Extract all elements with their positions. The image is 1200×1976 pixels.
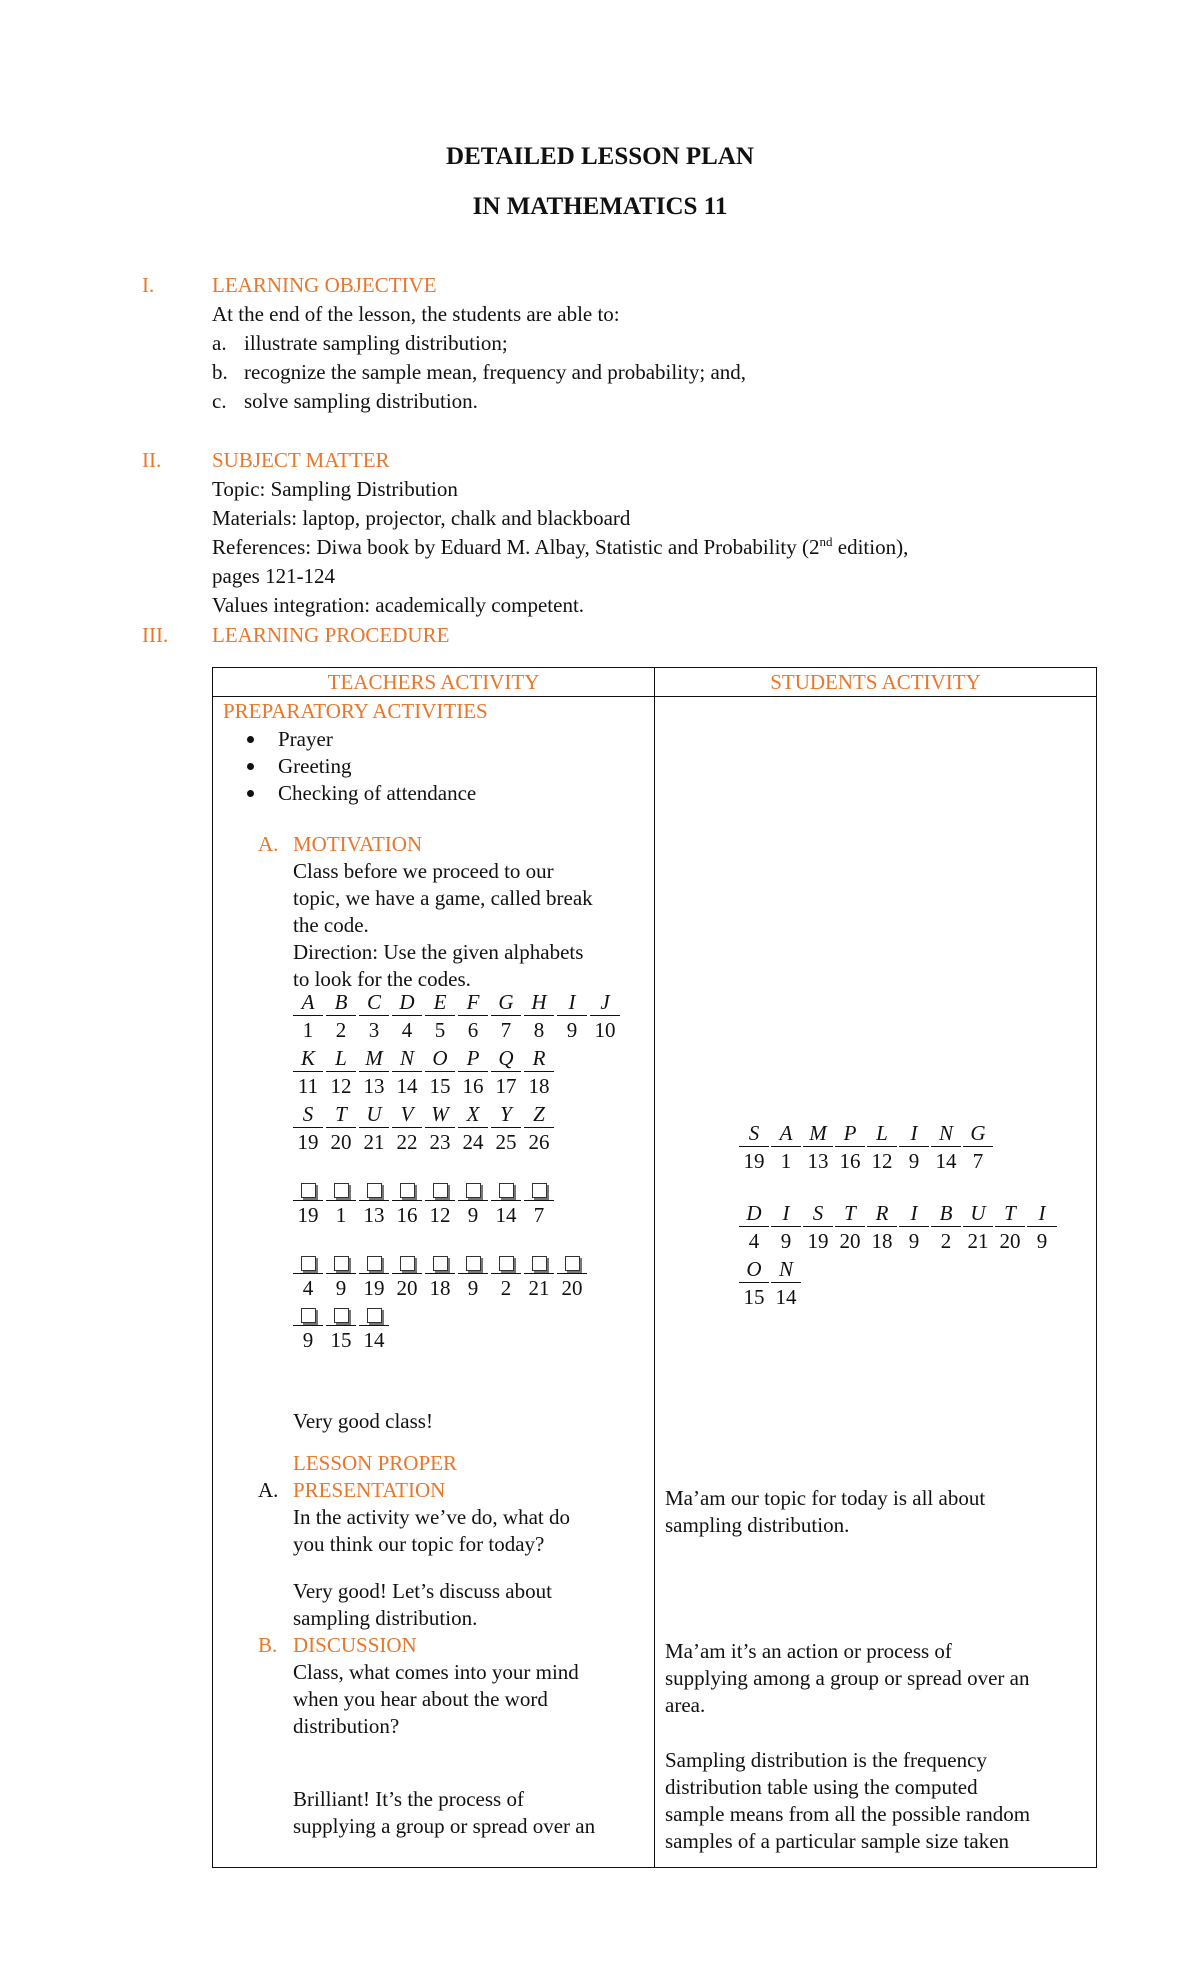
student-response: distribution table using the computed: [665, 1775, 978, 1799]
code-number: 20: [999, 1229, 1021, 1253]
objective-item: c. solve sampling distribution.: [212, 389, 478, 413]
code-number: 21: [528, 1276, 550, 1300]
code-number: 14: [363, 1328, 385, 1352]
code-letter: N: [392, 1045, 422, 1072]
code-number: 18: [528, 1074, 550, 1098]
code-number: 20: [330, 1130, 352, 1154]
students-activity-header: STUDENTS ACTIVITY: [655, 668, 1097, 697]
code-number: 7: [972, 1149, 984, 1173]
code-number: 12: [429, 1203, 451, 1227]
code-number: 6: [467, 1018, 479, 1042]
code-letter: H: [524, 989, 554, 1016]
blank-box-icon: [326, 1247, 356, 1274]
code-letter: I: [899, 1200, 929, 1227]
code-number: 1: [302, 1018, 314, 1042]
code-number: 14: [775, 1285, 797, 1309]
code-letter: M: [359, 1045, 389, 1072]
code-letter: X: [458, 1101, 488, 1128]
code-number: 10: [594, 1018, 616, 1042]
procedure-table: [212, 667, 1097, 1868]
code-letter: O: [425, 1045, 455, 1072]
section-number: I.: [142, 273, 155, 297]
code-number: 1: [780, 1149, 792, 1173]
blank-box-icon: [491, 1174, 521, 1201]
motivation-text: to look for the codes.: [293, 967, 471, 991]
teacher-text: Very good! Let’s discuss about: [293, 1579, 552, 1603]
student-response: Ma’am our topic for today is all about: [665, 1486, 986, 1510]
blank-box-icon: [458, 1247, 488, 1274]
code-number: 12: [330, 1074, 352, 1098]
teachers-activity-header: TEACHERS ACTIVITY: [213, 668, 655, 697]
code-letter: E: [425, 989, 455, 1016]
code-number: 12: [871, 1149, 893, 1173]
code-pair: [520, 1045, 558, 1100]
code-number: 19: [363, 1276, 385, 1300]
code-letter: B: [326, 989, 356, 1016]
code-pair: [520, 1101, 558, 1156]
code-number: 9: [467, 1203, 479, 1227]
code-letter: U: [963, 1200, 993, 1227]
code-letter: A: [771, 1120, 801, 1147]
subject-references: References: Diwa book by Eduard M. Albay, Statistic and Probability (2nd edition),: [212, 534, 909, 559]
praise-text: Very good class!: [293, 1409, 433, 1433]
code-letter: Z: [524, 1101, 554, 1128]
code-number: 15: [330, 1328, 352, 1352]
code-number: 9: [566, 1018, 578, 1042]
discussion-text: Class, what comes into your mind: [293, 1660, 579, 1684]
blank-box-icon: [524, 1174, 554, 1201]
doc-title-line2: IN MATHEMATICS 11: [472, 193, 728, 220]
code-number: 14: [396, 1074, 418, 1098]
code-letter: Q: [491, 1045, 521, 1072]
code-pair: [355, 1299, 393, 1354]
discussion-text: when you hear about the word: [293, 1687, 548, 1711]
blank-box-icon: [392, 1174, 422, 1201]
code-letter: D: [392, 989, 422, 1016]
motivation-text: the code.: [293, 913, 369, 937]
doc-title-line1: DETAILED LESSON PLAN: [446, 143, 754, 170]
code-number: 4: [748, 1229, 760, 1253]
lesson-proper-heading: LESSON PROPER: [293, 1451, 457, 1475]
code-number: 14: [495, 1203, 517, 1227]
code-letter: N: [931, 1120, 961, 1147]
code-number: 5: [434, 1018, 446, 1042]
code-letter: B: [931, 1200, 961, 1227]
code-number: 9: [1036, 1229, 1048, 1253]
blank-box-icon: [392, 1247, 422, 1274]
presentation-text: you think our topic for today?: [293, 1532, 545, 1556]
code-pair: [959, 1120, 997, 1175]
motivation-text: topic, we have a game, called break: [293, 886, 593, 910]
code-number: 26: [528, 1130, 550, 1154]
code-number: 9: [908, 1149, 920, 1173]
section-heading: LEARNING PROCEDURE: [212, 623, 450, 647]
code-number: 13: [807, 1149, 829, 1173]
code-pair: [1023, 1200, 1061, 1255]
blank-box-icon: [326, 1174, 356, 1201]
discussion-letter: B.: [258, 1633, 278, 1657]
code-number: 24: [462, 1130, 484, 1154]
code-number: 19: [807, 1229, 829, 1253]
code-number: 16: [462, 1074, 484, 1098]
code-number: 13: [363, 1074, 385, 1098]
objective-item: a. illustrate sampling distribution;: [212, 331, 508, 355]
code-letter: G: [491, 989, 521, 1016]
code-letter: I: [557, 989, 587, 1016]
code-letter: R: [867, 1200, 897, 1227]
code-letter: A: [293, 989, 323, 1016]
code-letter: N: [771, 1256, 801, 1283]
blank-box-icon: [293, 1299, 323, 1326]
code-letter: F: [458, 989, 488, 1016]
presentation-text: In the activity we’ve do, what do: [293, 1505, 570, 1529]
code-number: 13: [363, 1203, 385, 1227]
code-number: 20: [839, 1229, 861, 1253]
code-number: 18: [429, 1276, 451, 1300]
code-letter: L: [326, 1045, 356, 1072]
code-number: 23: [429, 1130, 451, 1154]
code-letter: Y: [491, 1101, 521, 1128]
code-number: 19: [297, 1130, 319, 1154]
code-number: 9: [302, 1328, 314, 1352]
student-response: supplying among a group or spread over an: [665, 1666, 1030, 1690]
code-number: 20: [561, 1276, 583, 1300]
code-pair: [520, 1174, 558, 1229]
code-letter: V: [392, 1101, 422, 1128]
code-number: 8: [533, 1018, 545, 1042]
student-response: area.: [665, 1693, 706, 1717]
code-letter: T: [835, 1200, 865, 1227]
blank-box-icon: [359, 1299, 389, 1326]
objective-item: b. recognize the sample mean, frequency and probability; and,: [212, 360, 747, 384]
code-letter: S: [739, 1120, 769, 1147]
code-number: 4: [401, 1018, 413, 1042]
code-letter: T: [995, 1200, 1025, 1227]
subject-topic: Topic: Sampling Distribution: [212, 477, 458, 501]
bullet-item: Checking of attendance: [247, 779, 476, 808]
code-letter: P: [835, 1120, 865, 1147]
blank-box-icon: [359, 1174, 389, 1201]
code-letter: S: [803, 1200, 833, 1227]
code-letter: J: [590, 989, 620, 1016]
blank-box-icon: [425, 1174, 455, 1201]
teacher-text: supplying a group or spread over an: [293, 1814, 596, 1838]
code-letter: I: [899, 1120, 929, 1147]
code-letter: W: [425, 1101, 455, 1128]
code-number: 2: [940, 1229, 952, 1253]
code-number: 19: [743, 1149, 765, 1173]
code-number: 7: [533, 1203, 545, 1227]
code-letter: T: [326, 1101, 356, 1128]
blank-box-icon: [293, 1174, 323, 1201]
code-pair: [767, 1256, 805, 1311]
code-letter: R: [524, 1045, 554, 1072]
motivation-letter: A.: [258, 832, 279, 856]
code-number: 18: [871, 1229, 893, 1253]
subject-pages: pages 121-124: [212, 564, 336, 588]
subject-values: Values integration: academically competent.: [212, 593, 585, 617]
bullet-item: Prayer: [247, 725, 333, 754]
code-number: 7: [500, 1018, 512, 1042]
code-pair: [586, 989, 624, 1044]
presentation-heading: PRESENTATION: [293, 1478, 446, 1502]
code-number: 3: [368, 1018, 380, 1042]
student-response: Sampling distribution is the frequency: [665, 1748, 987, 1772]
objective-intro: At the end of the lesson, the students are able to:: [212, 302, 620, 326]
code-number: 9: [780, 1229, 792, 1253]
teacher-column: [213, 697, 655, 1868]
blank-box-icon: [524, 1247, 554, 1274]
code-letter: O: [739, 1256, 769, 1283]
student-response: sampling distribution.: [665, 1513, 850, 1537]
blank-box-icon: [557, 1247, 587, 1274]
motivation-text: Class before we proceed to our: [293, 859, 554, 883]
discussion-heading: DISCUSSION: [293, 1633, 417, 1657]
subject-materials: Materials: laptop, projector, chalk and blackboard: [212, 506, 631, 530]
code-number: 4: [302, 1276, 314, 1300]
bullet-item: Greeting: [247, 752, 351, 781]
code-letter: G: [963, 1120, 993, 1147]
code-number: 19: [297, 1203, 319, 1227]
section-heading: LEARNING OBJECTIVE: [212, 273, 437, 297]
code-letter: D: [739, 1200, 769, 1227]
code-number: 2: [335, 1018, 347, 1042]
code-number: 9: [908, 1229, 920, 1253]
code-number: 22: [396, 1130, 418, 1154]
motivation-heading: MOTIVATION: [293, 832, 423, 856]
teacher-text: sampling distribution.: [293, 1606, 478, 1630]
section-number: II.: [142, 448, 162, 472]
code-number: 11: [297, 1074, 319, 1098]
presentation-letter: A.: [258, 1478, 279, 1502]
code-letter: I: [771, 1200, 801, 1227]
code-number: 16: [396, 1203, 418, 1227]
teacher-text: Brilliant! It’s the process of: [293, 1787, 524, 1811]
code-letter: C: [359, 989, 389, 1016]
section-number: III.: [142, 623, 169, 647]
student-response: sample means from all the possible random: [665, 1802, 1031, 1826]
blank-box-icon: [491, 1247, 521, 1274]
blank-box-icon: [293, 1247, 323, 1274]
student-response: samples of a particular sample size taken: [665, 1829, 1010, 1853]
blank-box-icon: [359, 1247, 389, 1274]
blank-box-icon: [425, 1247, 455, 1274]
discussion-text: distribution?: [293, 1714, 400, 1738]
code-number: 2: [500, 1276, 512, 1300]
code-number: 9: [335, 1276, 347, 1300]
code-number: 20: [396, 1276, 418, 1300]
code-number: 14: [935, 1149, 957, 1173]
code-number: 15: [743, 1285, 765, 1309]
code-number: 21: [967, 1229, 989, 1253]
code-number: 9: [467, 1276, 479, 1300]
code-number: 16: [839, 1149, 861, 1173]
code-number: 21: [363, 1130, 385, 1154]
student-response: Ma’am it’s an action or process of: [665, 1639, 952, 1663]
code-pair: [553, 1247, 591, 1302]
code-number: 1: [335, 1203, 347, 1227]
code-letter: L: [867, 1120, 897, 1147]
preparatory-heading: PREPARATORY ACTIVITIES: [223, 699, 488, 723]
motivation-text: Direction: Use the given alphabets: [293, 940, 584, 964]
blank-box-icon: [326, 1299, 356, 1326]
section-heading: SUBJECT MATTER: [212, 448, 390, 472]
code-number: 25: [495, 1130, 517, 1154]
code-letter: K: [293, 1045, 323, 1072]
code-number: 17: [495, 1074, 517, 1098]
code-letter: I: [1027, 1200, 1057, 1227]
code-letter: M: [803, 1120, 833, 1147]
blank-box-icon: [458, 1174, 488, 1201]
code-number: 15: [429, 1074, 451, 1098]
student-column: [655, 697, 1097, 1868]
code-letter: U: [359, 1101, 389, 1128]
code-letter: S: [293, 1101, 323, 1128]
code-letter: P: [458, 1045, 488, 1072]
